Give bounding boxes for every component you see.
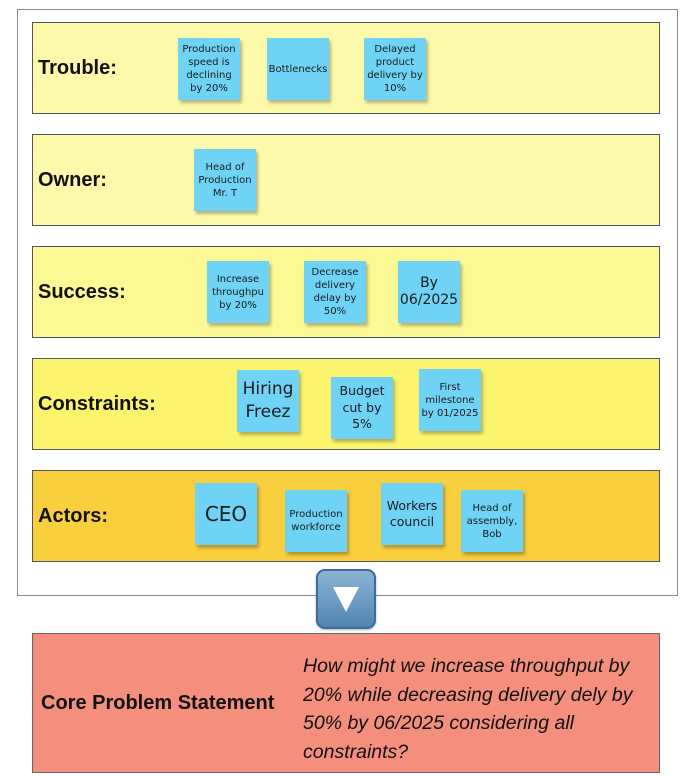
- sticky-note[interactable]: Decrease delivery delay by 50%: [304, 261, 366, 323]
- core-problem-box: [32, 633, 660, 773]
- sticky-note[interactable]: Head of assembly, Bob: [461, 490, 523, 552]
- sticky-note[interactable]: Production speed is declining by 20%: [178, 38, 240, 100]
- sticky-note[interactable]: Hiring Freez: [237, 370, 299, 432]
- row-label: Success:: [38, 280, 126, 303]
- sticky-note[interactable]: Bottlenecks: [267, 38, 329, 100]
- row-label: Owner:: [38, 168, 107, 191]
- sticky-note[interactable]: Workers council: [381, 483, 443, 545]
- row-constraints: [32, 358, 660, 450]
- problem-statement: How might we increase throughput by 20% while decreasing delivery dely by 50% by 06/2025 considering all constraints?: [303, 655, 633, 763]
- row-label: Actors:: [38, 504, 109, 527]
- sticky-note[interactable]: Increase throughpu by 20%: [207, 261, 269, 323]
- row-owner: [32, 134, 660, 226]
- row-trouble: [32, 22, 660, 114]
- triangle-down-icon: [316, 569, 376, 629]
- sticky-note[interactable]: By 06/2025: [398, 261, 460, 323]
- row-success: [32, 246, 660, 338]
- sticky-note[interactable]: Head of Production Mr. T: [194, 149, 256, 211]
- sticky-note[interactable]: Delayed product delivery by 10%: [364, 38, 426, 100]
- row-actors: [32, 470, 660, 562]
- sticky-note[interactable]: First milestone by 01/2025: [419, 369, 481, 431]
- sticky-note[interactable]: Production workforce: [285, 490, 347, 552]
- sticky-note[interactable]: CEO: [195, 483, 257, 545]
- down-arrow-button-icon: [316, 569, 376, 629]
- problem-label: Core Problem Statement: [41, 691, 275, 714]
- sticky-note[interactable]: Budget cut by 5%: [331, 377, 393, 439]
- row-label: Trouble:: [38, 56, 117, 79]
- row-label: Constraints:: [38, 392, 156, 415]
